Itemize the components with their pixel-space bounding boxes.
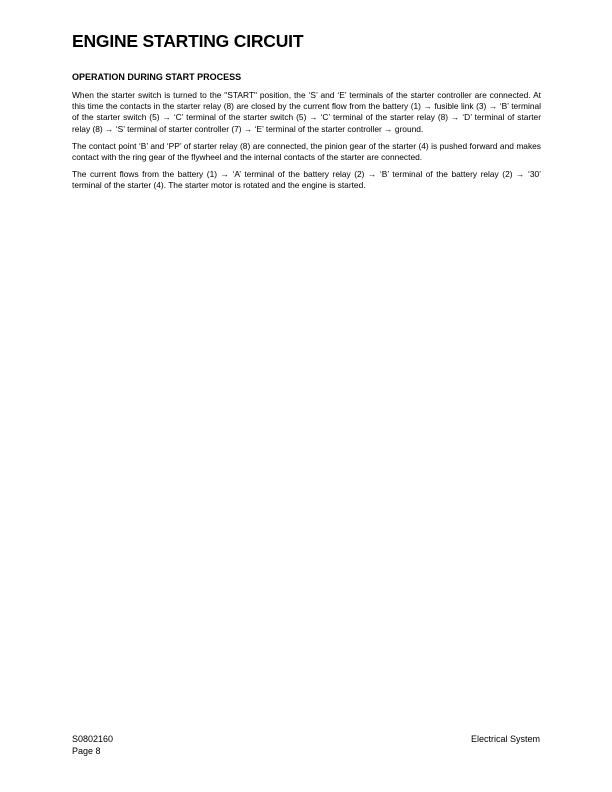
page-title: ENGINE STARTING CIRCUIT [72,31,304,51]
section-name: Electrical System [470,734,540,744]
page-number: Page 8 [72,746,101,756]
section-heading: OPERATION DURING START PROCESS [72,72,242,82]
paragraph-2: The contact point ‘B’ and ‘PP’ of starter relay (8) are connected, the pinion gear of the starter (4) is pushed forward and makes contact with the ring gear of the flywheel and the internal contacts of the starter are connected. [72,140,541,163]
footer-right [471,733,540,745]
document-number: S0802160 [72,734,114,744]
footer-left [72,733,113,757]
section-body [72,72,541,198]
paragraph-1: When the starter switch is turned to the "START" position, the ‘S’ and ‘E’ terminals of the starter controller are connected. At this time the contacts in the starter relay (8) are closed by the current flow from the battery (1) → fusible link (3) → ‘B’ terminal of the starter switch (5) → ‘C’ terminal of the starter switch (5) → ‘C’ terminal of the starter relay (8) → ‘D’ terminal of starter relay (8) → ‘S’ terminal of starter controller (7) → ‘E’ terminal of the starter controller → ground. [72,90,541,134]
paragraph-3: The current flows from the battery (1) → ‘A’ terminal of the battery relay (2) → ‘B’ terminal of the battery relay (2) → ‘30’ terminal of the starter (4). The starter motor is rotated and the engine is started. [72,169,541,191]
